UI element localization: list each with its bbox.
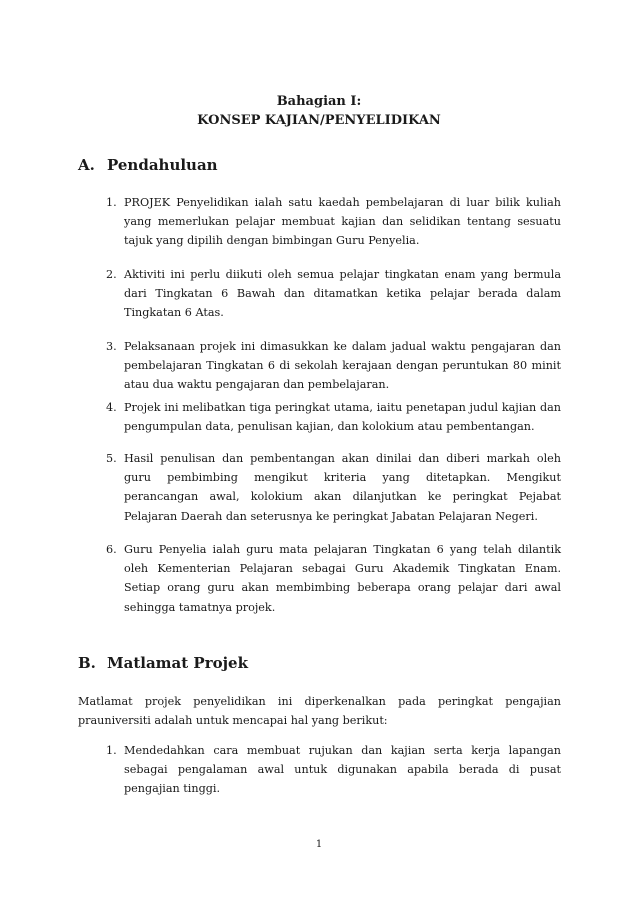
list-item-text: Aktiviti ini perlu diikuti oleh semua pelajar tingkatan enam yang bermula dari Tingkatan 6 Bawah dan ditamatkan ketika pelajar berada dalam Tingkatan 6 Atas. bbox=[124, 268, 561, 320]
list-item-text: Hasil penulisan dan pembentangan akan dinilai dan diberi markah oleh guru pembimbing mengikut kriteria yang ditetapkan. Mengikut perancangan awal, kolokium akan dilanjutkan ke peringkat Pejabat Pelajaran Daerah dan seterusnya ke peringkat Jabatan Pelajaran Negeri. bbox=[124, 452, 561, 523]
page-number: 1 bbox=[315, 839, 323, 850]
section-b-title: Matlamat Projek bbox=[107, 654, 248, 672]
section-b-intro: Matlamat projek penyelidikan ini diperkenalkan pada peringkat pengajian prauniversiti adalah untuk mencapai hal yang berikut: bbox=[78, 695, 561, 728]
list-item-number: 1. bbox=[106, 744, 117, 757]
section-a-heading bbox=[78, 156, 218, 174]
list-item bbox=[106, 265, 561, 323]
list-item-text: Pelaksanaan projek ini dimasukkan ke dalam jadual waktu pengajaran dan pembelajaran Tingkatan 6 di sekolah kerajaan dengan peruntukan 80 minit atau dua waktu pengajaran dan pembelajaran. bbox=[124, 340, 561, 392]
section-b-letter: B. bbox=[78, 654, 96, 672]
list-item bbox=[106, 337, 561, 395]
list-item bbox=[106, 540, 561, 617]
list-item bbox=[106, 741, 561, 799]
section-a-letter: A. bbox=[78, 156, 95, 174]
part-title: Bahagian I: bbox=[276, 94, 362, 109]
list-item-text: Guru Penyelia ialah guru mata pelajaran Tingkatan 6 yang telah dilantik oleh Kementerian Pelajaran sebagai Guru Akademik Tingkatan Enam. Setiap orang guru akan membimbing beberapa orang pelajar dari awal sehingga tamatnya projek. bbox=[124, 543, 561, 614]
list-item-number: 4. bbox=[106, 401, 117, 414]
section-a-title: Pendahuluan bbox=[107, 156, 218, 174]
list-item-number: 3. bbox=[106, 340, 117, 353]
list-item-text: PROJEK Penyelidikan ialah satu kaedah pembelajaran di luar bilik kuliah yang memerlukan pelajar membuat kajian dan selidikan tentang sesuatu tajuk yang dipilih dengan bimbingan Guru Penyelia. bbox=[124, 196, 561, 248]
list-item bbox=[106, 449, 561, 526]
part-subtitle: KONSEP KAJIAN/PENYELIDIKAN bbox=[197, 113, 441, 128]
list-item-number: 6. bbox=[106, 543, 117, 556]
section-b-heading bbox=[78, 654, 248, 672]
list-item-number: 1. bbox=[106, 196, 117, 209]
list-item-text: Projek ini melibatkan tiga peringkat utama, iaitu penetapan judul kajian dan pengumpulan data, penulisan kajian, dan kolokium atau pembentangan. bbox=[124, 401, 561, 434]
list-item bbox=[106, 398, 561, 436]
list-item bbox=[106, 193, 561, 251]
list-item-number: 2. bbox=[106, 268, 117, 281]
list-item-number: 5. bbox=[106, 452, 117, 465]
list-item-text: Mendedahkan cara membuat rujukan dan kajian serta kerja lapangan sebagai pengalaman awal untuk digunakan apabila berada di pusat pengajian tinggi. bbox=[124, 744, 561, 796]
